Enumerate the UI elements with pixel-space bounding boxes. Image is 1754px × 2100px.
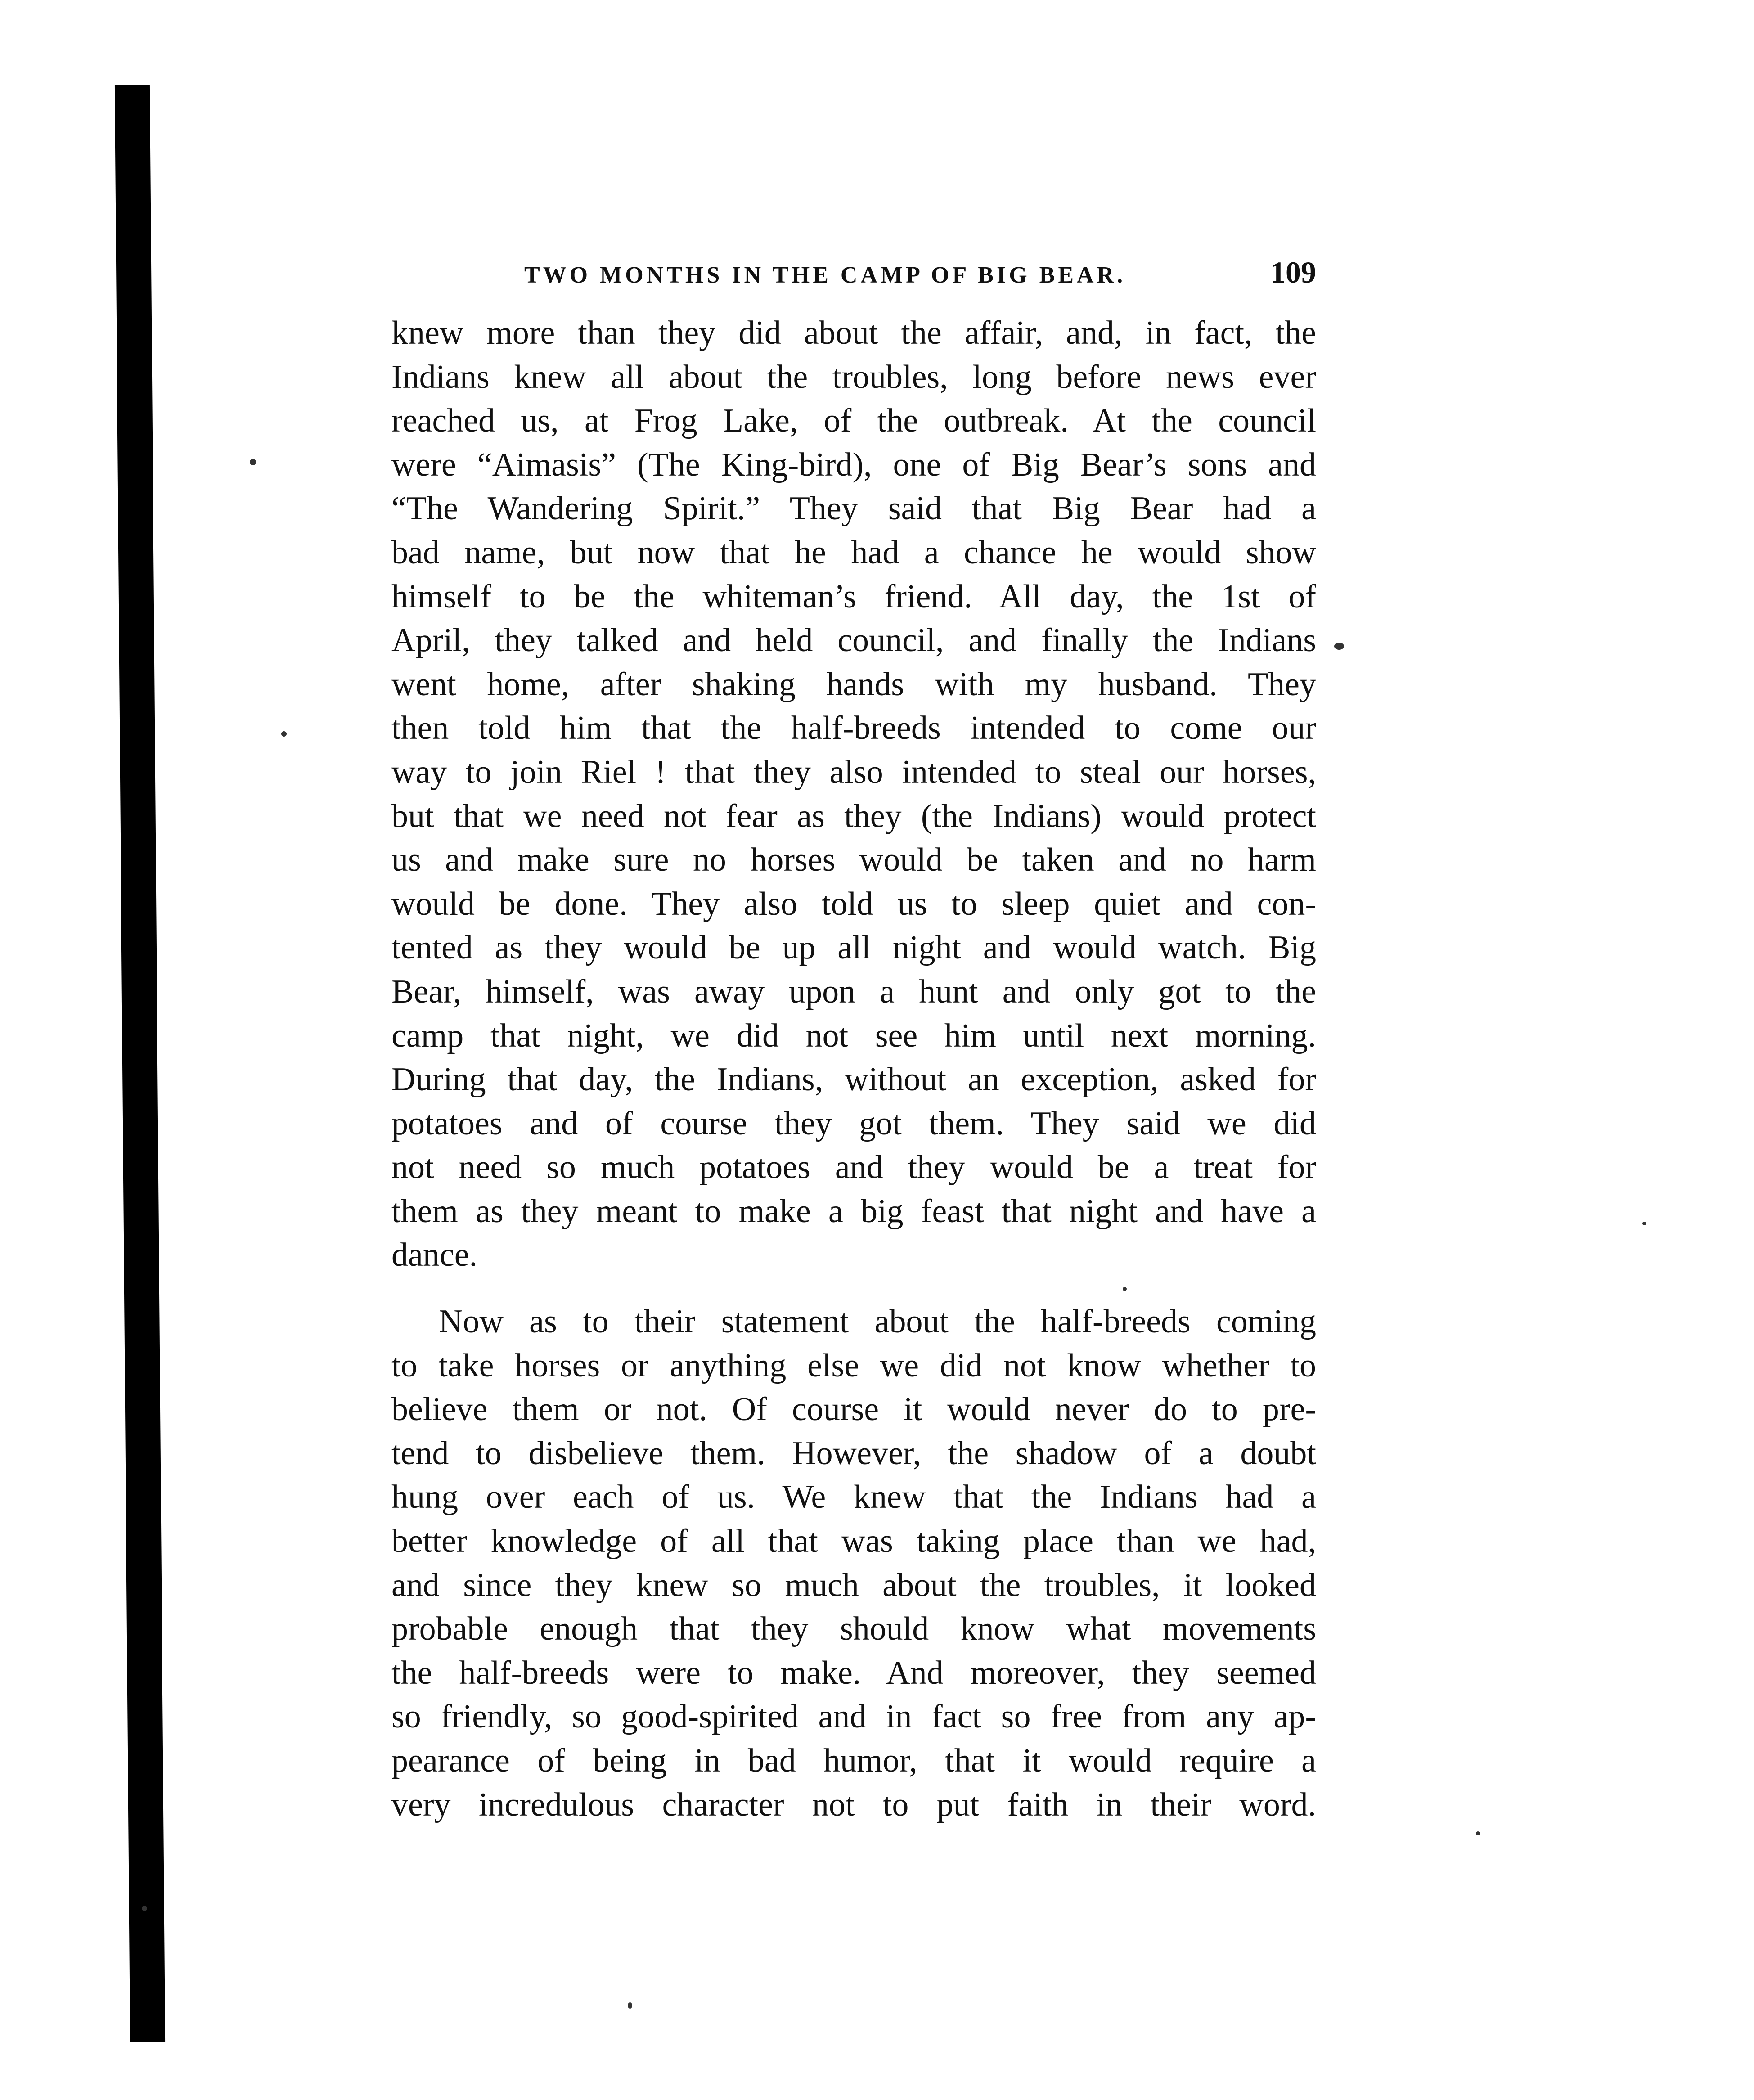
scan-speck — [1334, 643, 1344, 650]
text-line: bad name, but now that he had a chance he would show — [391, 534, 1316, 571]
scan-speck — [1476, 1831, 1480, 1835]
text-line: then told him that the half-breeds intended to come our — [391, 710, 1316, 747]
running-title: TWO MONTHS IN THE CAMP OF BIG BEAR. — [524, 262, 1126, 288]
text-line: better knowledge of all that was taking place than we had, — [391, 1523, 1316, 1560]
book-page — [391, 252, 1316, 1827]
text-line: hung over each of us. We knew that the Indians had a — [391, 1479, 1316, 1516]
text-line: would be done. They also told us to sleep quiet and con- — [391, 885, 1316, 922]
scan-speck — [281, 731, 287, 737]
paragraph-2 — [391, 1300, 1316, 1827]
text-line: During that day, the Indians, without an exception, asked for — [391, 1061, 1316, 1098]
text-line: dance. — [391, 1237, 478, 1274]
scan-speck — [250, 459, 256, 465]
body-text — [391, 311, 1316, 1827]
running-header — [391, 252, 1316, 301]
text-line: very incredulous character not to put faith in their word. — [391, 1786, 1316, 1823]
text-line: but that we need not fear as they (the Indians) would protect — [391, 797, 1316, 835]
text-line: potatoes and of course they got them. They said we did — [391, 1105, 1316, 1142]
text-line: knew more than they did about the affair, and, in fact, the — [391, 315, 1316, 351]
text-line: them as they meant to make a big feast that night and have a — [391, 1192, 1316, 1230]
text-line: “The Wandering Spirit.” They said that Big Bear had a — [391, 490, 1316, 527]
text-line: April, they talked and held council, and finally the Indians — [391, 622, 1316, 659]
text-line: Indians knew all about the troubles, long before news ever — [391, 358, 1316, 396]
text-line: not need so much potatoes and they would be a treat for — [391, 1149, 1316, 1186]
text-line: Now as to their statement about the half-breeds coming — [439, 1303, 1316, 1340]
text-line: way to join Riel ! that they also intended to steal our horses, — [391, 753, 1316, 791]
text-line: went home, after shaking hands with my husband. They — [391, 666, 1316, 703]
text-line: to take horses or anything else we did not know whether to — [391, 1347, 1316, 1384]
text-line: reached us, at Frog Lake, of the outbreak. At the council — [391, 402, 1316, 440]
scan-speck — [1642, 1222, 1646, 1225]
paragraph-1 — [391, 311, 1316, 1277]
text-line: himself to be the whiteman’s friend. All day, the 1st of — [391, 578, 1316, 615]
text-line: tented as they would be up all night and would watch. Big — [391, 929, 1316, 967]
page-number: 109 — [1270, 255, 1316, 289]
text-line: pearance of being in bad humor, that it would require a — [391, 1742, 1316, 1779]
text-line: us and make sure no horses would be taken and no harm — [391, 841, 1316, 879]
text-line: believe them or not. Of course it would never do to pre- — [391, 1391, 1316, 1428]
text-line: the half-breeds were to make. And moreover, they seemed — [391, 1654, 1316, 1691]
scan-speck — [142, 1906, 147, 1911]
text-line: camp that night, we did not see him until next morning. — [391, 1017, 1316, 1054]
text-line: tend to disbelieve them. However, the shadow of a doubt — [391, 1434, 1316, 1472]
text-line: probable enough that they should know what movements — [391, 1610, 1316, 1648]
text-line: and since they knew so much about the troubles, it looked — [391, 1566, 1316, 1604]
binding-shadow — [115, 85, 165, 2042]
text-line: were “Aimasis” (The King-bird), one of Big Bear’s sons and — [391, 446, 1316, 483]
scan-speck — [628, 2002, 632, 2009]
text-line: Bear, himself, was away upon a hunt and only got to the — [391, 973, 1316, 1010]
text-line: so friendly, so good-spirited and in fact so free from any ap- — [391, 1698, 1316, 1736]
